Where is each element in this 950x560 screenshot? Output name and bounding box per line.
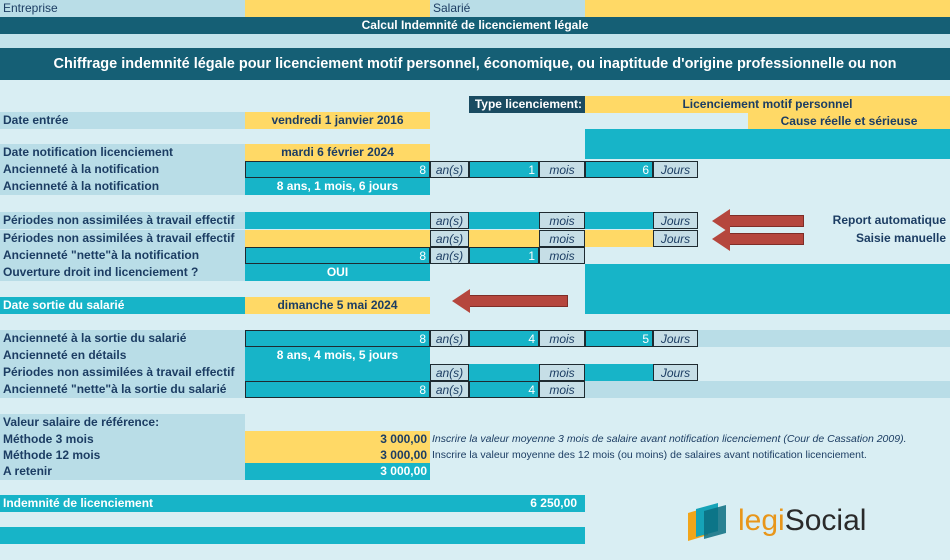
date-notification-input[interactable]: mardi 6 février 2024 — [245, 144, 430, 161]
logo-text-legi: legi — [738, 504, 785, 537]
salaire-reference-title: Valeur salaire de référence: — [0, 414, 245, 431]
spacer-cell — [698, 330, 950, 347]
anciennete-notification-label: Ancienneté à la notification — [0, 161, 245, 178]
periodes-sortie-months — [469, 364, 539, 381]
saisie-manuelle-label: Saisie manuelle — [855, 231, 946, 245]
spacer-cell — [585, 381, 950, 398]
logo-text — [738, 501, 866, 541]
unit-days: Jours — [653, 230, 698, 247]
date-entree-label: Date entrée — [0, 112, 245, 129]
anciennete-nette-sortie-label: Ancienneté "nette"à la sortie du salarié — [0, 381, 245, 398]
salarie-label: Salarié — [433, 1, 471, 15]
periodes-manuelle-label: Périodes non assimilées à travail effectif — [0, 230, 245, 247]
unit-years: an(s) — [430, 230, 469, 247]
unit-years: an(s) — [430, 381, 469, 398]
unit-years: an(s) — [430, 247, 469, 264]
info-block-middle — [585, 264, 950, 314]
periodes-sortie-days — [585, 364, 653, 381]
subtitle-banner: Chiffrage indemnité légale pour licenciement motif personnel, économique, ou inaptitude d'origine professionnelle ou non — [0, 48, 950, 80]
methode-12-mois-label: Méthode 12 mois — [0, 447, 245, 464]
entreprise-label-cell — [0, 0, 245, 17]
anciennete-notification-days: 6 — [585, 161, 653, 178]
unit-days: Jours — [653, 330, 698, 347]
info-block-top — [585, 129, 950, 159]
periodes-auto-months — [469, 212, 539, 229]
unit-days: Jours — [653, 364, 698, 381]
unit-days: Jours — [653, 212, 698, 229]
methode-3-mois-input[interactable]: 3 000,00 — [245, 431, 430, 448]
date-notification-label: Date notification licenciement — [0, 144, 245, 161]
periodes-auto-years — [245, 212, 430, 229]
periodes-auto-label: Périodes non assimilées à travail effectif — [0, 212, 245, 229]
entreprise-input[interactable] — [245, 0, 430, 17]
arrow-left-icon — [712, 233, 804, 245]
unit-years: an(s) — [430, 364, 469, 381]
methode-3-mois-note: Inscrire la valeur moyenne 3 mois de salaire avant notification licenciement (Cour de Cassation 2009). — [432, 433, 907, 445]
unit-months: mois — [539, 212, 585, 229]
a-retenir-label: A retenir — [0, 463, 245, 480]
anciennete-notification-text-label: Ancienneté à la notification — [0, 178, 245, 195]
title-bar: Calcul Indemnité de licenciement légale — [0, 17, 950, 34]
unit-years: an(s) — [430, 330, 469, 347]
type-licenciement-label: Type licenciement: — [469, 96, 585, 113]
unit-days: Jours — [653, 161, 698, 178]
arrow-left-icon — [712, 215, 804, 227]
type-licenciement-select[interactable]: Licenciement motif personnel — [585, 96, 950, 113]
anciennete-nette-notification-label: Ancienneté "nette"à la notification — [0, 247, 245, 264]
a-retenir-value: 3 000,00 — [245, 463, 430, 480]
anciennete-sortie-months: 4 — [469, 330, 539, 347]
anciennete-sortie-label: Ancienneté à la sortie du salarié — [0, 330, 245, 347]
salarie-input[interactable] — [585, 0, 950, 17]
anciennete-notification-text: 8 ans, 1 mois, 6 jours — [245, 178, 430, 195]
unit-years: an(s) — [430, 212, 469, 229]
unit-months: mois — [539, 330, 585, 347]
date-sortie-label: Date sortie du salarié — [0, 297, 245, 314]
entreprise-label: Entreprise — [3, 1, 58, 15]
legisocial-logo — [686, 499, 896, 545]
anciennete-sortie-days: 5 — [585, 330, 653, 347]
anciennete-sortie-years: 8 — [245, 330, 430, 347]
unit-months: mois — [539, 364, 585, 381]
unit-years: an(s) — [430, 161, 469, 178]
anciennete-notification-months: 1 — [469, 161, 539, 178]
logo-text-social: Social — [784, 504, 867, 537]
arrow-left-icon — [452, 295, 568, 307]
periodes-manuelle-months-input[interactable] — [469, 230, 539, 247]
unit-months: mois — [539, 161, 585, 178]
anciennete-nette-notification-years: 8 — [245, 247, 430, 264]
anciennete-details-label: Ancienneté en détails — [0, 347, 245, 364]
methode-12-mois-note: Inscrire la valeur moyenne des 12 mois (ou moins) de salaires avant notification licenciement. — [432, 449, 867, 461]
methode-12-mois-input[interactable]: 3 000,00 — [245, 447, 430, 464]
periodes-sortie-years — [245, 364, 430, 381]
periodes-manuelle-days-input[interactable] — [585, 230, 653, 247]
report-automatique-label: Report automatique — [832, 213, 946, 227]
unit-months: mois — [539, 381, 585, 398]
periodes-sortie-label: Périodes non assimilées à travail effectif — [0, 364, 245, 381]
anciennete-notification-years: 8 — [245, 161, 430, 178]
anciennete-details-value: 8 ans, 4 mois, 5 jours — [245, 347, 430, 364]
date-sortie-input[interactable]: dimanche 5 mai 2024 — [245, 297, 430, 314]
unit-months: mois — [539, 247, 585, 264]
ouverture-droit-value: OUI — [245, 264, 430, 281]
salarie-label-cell — [430, 0, 585, 17]
methode-3-mois-label: Méthode 3 mois — [0, 431, 245, 448]
periodes-auto-days — [585, 212, 653, 229]
anciennete-nette-sortie-months: 4 — [469, 381, 539, 398]
date-entree-input[interactable]: vendredi 1 janvier 2016 — [245, 112, 430, 129]
logo-mark-icon — [686, 503, 730, 543]
indemnite-label: Indemnité de licenciement — [3, 496, 154, 510]
footer-bar — [0, 527, 585, 544]
indemnite-value: 6 250,00 — [530, 496, 577, 510]
ouverture-droit-label: Ouverture droit ind licenciement ? — [0, 264, 245, 281]
anciennete-nette-notification-months: 1 — [469, 247, 539, 264]
anciennete-nette-sortie-years: 8 — [245, 381, 430, 398]
unit-months: mois — [539, 230, 585, 247]
periodes-manuelle-years-input[interactable] — [245, 230, 430, 247]
cause-select[interactable]: Cause réelle et sérieuse — [748, 113, 950, 130]
